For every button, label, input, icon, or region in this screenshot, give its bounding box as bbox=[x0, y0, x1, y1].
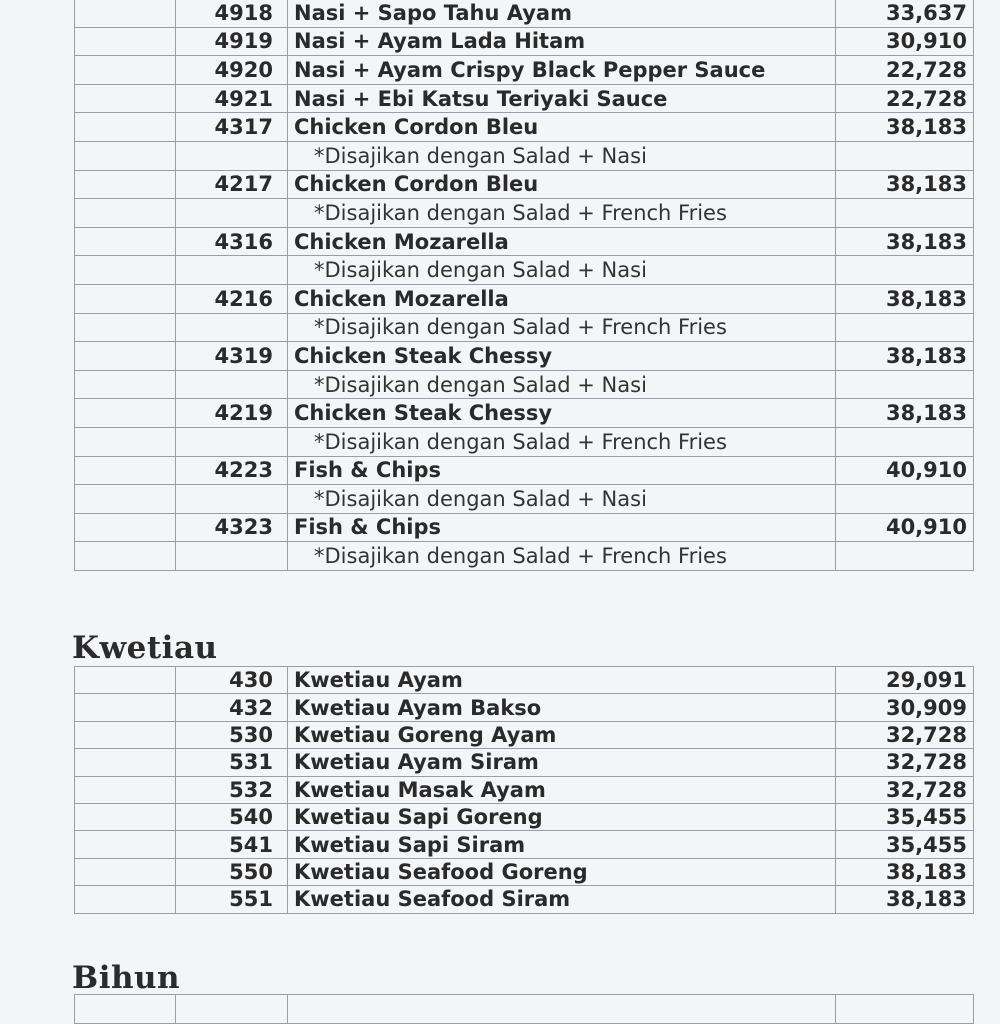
item-price: 30,909 bbox=[836, 694, 974, 721]
item-name: Kwetiau Ayam bbox=[288, 667, 836, 694]
blank-cell bbox=[75, 886, 176, 913]
item-price: 38,183 bbox=[836, 342, 974, 371]
item-price: 35,455 bbox=[836, 831, 974, 858]
item-code: 551 bbox=[176, 886, 288, 913]
item-code: 531 bbox=[176, 749, 288, 776]
note-cell bbox=[288, 141, 836, 170]
blank-cell bbox=[75, 84, 176, 113]
table-row bbox=[75, 27, 974, 56]
item-code: 4921 bbox=[176, 84, 288, 113]
blank-cell bbox=[75, 342, 176, 371]
item-name: Fish & Chips bbox=[288, 513, 836, 542]
table-row bbox=[75, 995, 974, 1024]
blank-cell bbox=[75, 831, 176, 858]
item-name: Kwetiau Sapi Goreng bbox=[288, 803, 836, 830]
item-code bbox=[176, 995, 288, 1024]
item-price: 32,728 bbox=[836, 721, 974, 748]
serving-note: *Disajikan dengan Salad + French Fries bbox=[314, 544, 727, 569]
item-price: 32,728 bbox=[836, 776, 974, 803]
item-price: 33,637 bbox=[836, 0, 974, 27]
item-name: Chicken Cordon Bleu bbox=[288, 170, 836, 199]
table-row bbox=[75, 0, 974, 27]
note-cell bbox=[288, 485, 836, 514]
item-code: 4219 bbox=[176, 399, 288, 428]
note-row bbox=[75, 313, 974, 342]
blank-cell bbox=[75, 427, 176, 456]
table-row bbox=[75, 831, 974, 858]
blank-cell bbox=[75, 399, 176, 428]
main-menu-table bbox=[74, 0, 974, 571]
blank-cell bbox=[176, 313, 288, 342]
item-name: Kwetiau Sapi Siram bbox=[288, 831, 836, 858]
item-name: Nasi + Sapo Tahu Ayam bbox=[288, 0, 836, 27]
serving-note: *Disajikan dengan Salad + French Fries bbox=[314, 429, 727, 454]
blank-cell bbox=[75, 542, 176, 571]
section-heading-kwetiau: Kwetiau bbox=[72, 630, 218, 666]
blank-cell bbox=[176, 542, 288, 571]
item-code: 4216 bbox=[176, 284, 288, 313]
blank-cell bbox=[176, 141, 288, 170]
blank-cell bbox=[176, 370, 288, 399]
item-code: 4319 bbox=[176, 342, 288, 371]
table-row bbox=[75, 694, 974, 721]
note-row bbox=[75, 141, 974, 170]
serving-note: *Disajikan dengan Salad + Nasi bbox=[314, 258, 647, 283]
table-row bbox=[75, 749, 974, 776]
note-cell bbox=[288, 256, 836, 285]
blank-cell bbox=[836, 199, 974, 228]
item-code: 532 bbox=[176, 776, 288, 803]
item-name: Kwetiau Goreng Ayam bbox=[288, 721, 836, 748]
table-row bbox=[75, 456, 974, 485]
blank-cell bbox=[75, 370, 176, 399]
note-cell bbox=[288, 313, 836, 342]
table-row bbox=[75, 803, 974, 830]
table-row bbox=[75, 227, 974, 256]
blank-cell bbox=[75, 667, 176, 694]
blank-cell bbox=[836, 542, 974, 571]
item-name: Chicken Cordon Bleu bbox=[288, 113, 836, 142]
item-code: 4918 bbox=[176, 0, 288, 27]
blank-cell bbox=[75, 141, 176, 170]
kwetiau-menu-table bbox=[74, 666, 974, 914]
item-code: 540 bbox=[176, 803, 288, 830]
note-cell bbox=[288, 542, 836, 571]
item-name: Kwetiau Ayam Bakso bbox=[288, 694, 836, 721]
table-row bbox=[75, 776, 974, 803]
item-name: Nasi + Ayam Lada Hitam bbox=[288, 27, 836, 56]
note-row bbox=[75, 256, 974, 285]
blank-cell bbox=[75, 56, 176, 85]
item-name: Chicken Steak Chessy bbox=[288, 342, 836, 371]
note-row bbox=[75, 370, 974, 399]
serving-note: *Disajikan dengan Salad + French Fries bbox=[314, 200, 727, 225]
table-row bbox=[75, 56, 974, 85]
blank-cell bbox=[836, 313, 974, 342]
item-price: 38,183 bbox=[836, 399, 974, 428]
item-name: Kwetiau Masak Ayam bbox=[288, 776, 836, 803]
blank-cell bbox=[836, 427, 974, 456]
item-name: Kwetiau Ayam Siram bbox=[288, 749, 836, 776]
item-price: 38,183 bbox=[836, 886, 974, 913]
table-row bbox=[75, 399, 974, 428]
item-code: 4223 bbox=[176, 456, 288, 485]
item-code: 4323 bbox=[176, 513, 288, 542]
item-code: 432 bbox=[176, 694, 288, 721]
item-name: Chicken Mozarella bbox=[288, 227, 836, 256]
table-row bbox=[75, 84, 974, 113]
item-name: Chicken Mozarella bbox=[288, 284, 836, 313]
item-price: 38,183 bbox=[836, 113, 974, 142]
blank-cell bbox=[75, 227, 176, 256]
blank-cell bbox=[75, 27, 176, 56]
item-code: 530 bbox=[176, 721, 288, 748]
blank-cell bbox=[75, 995, 176, 1024]
blank-cell bbox=[75, 113, 176, 142]
note-cell bbox=[288, 370, 836, 399]
item-name: Nasi + Ayam Crispy Black Pepper Sauce bbox=[288, 56, 836, 85]
blank-cell bbox=[176, 199, 288, 228]
note-cell bbox=[288, 427, 836, 456]
blank-cell bbox=[75, 803, 176, 830]
item-code: 4317 bbox=[176, 113, 288, 142]
item-price: 29,091 bbox=[836, 667, 974, 694]
table-row bbox=[75, 342, 974, 371]
blank-cell bbox=[176, 427, 288, 456]
kwetiau-menu-body bbox=[75, 667, 974, 914]
item-price: 40,910 bbox=[836, 513, 974, 542]
item-code: 4920 bbox=[176, 56, 288, 85]
note-row bbox=[75, 427, 974, 456]
blank-cell bbox=[176, 256, 288, 285]
item-code: 4919 bbox=[176, 27, 288, 56]
item-code: 550 bbox=[176, 858, 288, 885]
item-code: 430 bbox=[176, 667, 288, 694]
item-price: 22,728 bbox=[836, 56, 974, 85]
blank-cell bbox=[75, 721, 176, 748]
table-row bbox=[75, 886, 974, 913]
blank-cell bbox=[836, 370, 974, 399]
blank-cell bbox=[75, 199, 176, 228]
item-name: Kwetiau Seafood Goreng bbox=[288, 858, 836, 885]
blank-cell bbox=[75, 170, 176, 199]
blank-cell bbox=[75, 456, 176, 485]
serving-note: *Disajikan dengan Salad + Nasi bbox=[314, 372, 647, 397]
item-price bbox=[836, 995, 974, 1024]
item-name: Fish & Chips bbox=[288, 456, 836, 485]
item-code: 4217 bbox=[176, 170, 288, 199]
blank-cell bbox=[75, 256, 176, 285]
item-code: 4316 bbox=[176, 227, 288, 256]
serving-note: *Disajikan dengan Salad + Nasi bbox=[314, 143, 647, 168]
section-heading-bihun: Bihun bbox=[72, 960, 181, 996]
serving-note: *Disajikan dengan Salad + French Fries bbox=[314, 315, 727, 340]
table-row bbox=[75, 170, 974, 199]
table-row bbox=[75, 667, 974, 694]
item-price: 32,728 bbox=[836, 749, 974, 776]
main-menu-body bbox=[75, 0, 974, 570]
blank-cell bbox=[75, 485, 176, 514]
item-name: Kwetiau Seafood Siram bbox=[288, 886, 836, 913]
table-row bbox=[75, 721, 974, 748]
blank-cell bbox=[75, 776, 176, 803]
item-price: 30,910 bbox=[836, 27, 974, 56]
blank-cell bbox=[75, 513, 176, 542]
item-price: 38,183 bbox=[836, 858, 974, 885]
item-price: 40,910 bbox=[836, 456, 974, 485]
blank-cell bbox=[75, 749, 176, 776]
item-price: 38,183 bbox=[836, 170, 974, 199]
item-name bbox=[288, 995, 836, 1024]
item-code: 541 bbox=[176, 831, 288, 858]
blank-cell bbox=[176, 485, 288, 514]
blank-cell bbox=[75, 858, 176, 885]
table-row bbox=[75, 858, 974, 885]
blank-cell bbox=[75, 694, 176, 721]
blank-cell bbox=[836, 485, 974, 514]
item-price: 22,728 bbox=[836, 84, 974, 113]
blank-cell bbox=[75, 284, 176, 313]
note-cell bbox=[288, 199, 836, 228]
item-price: 35,455 bbox=[836, 803, 974, 830]
note-row bbox=[75, 485, 974, 514]
table-row bbox=[75, 513, 974, 542]
serving-note: *Disajikan dengan Salad + Nasi bbox=[314, 486, 647, 511]
note-row bbox=[75, 199, 974, 228]
table-row bbox=[75, 113, 974, 142]
item-name: Nasi + Ebi Katsu Teriyaki Sauce bbox=[288, 84, 836, 113]
bihun-menu-table bbox=[74, 994, 974, 1024]
table-row bbox=[75, 284, 974, 313]
item-name: Chicken Steak Chessy bbox=[288, 399, 836, 428]
item-price: 38,183 bbox=[836, 227, 974, 256]
blank-cell bbox=[75, 313, 176, 342]
note-row bbox=[75, 542, 974, 571]
blank-cell bbox=[75, 0, 176, 27]
item-price: 38,183 bbox=[836, 284, 974, 313]
blank-cell bbox=[836, 256, 974, 285]
blank-cell bbox=[836, 141, 974, 170]
